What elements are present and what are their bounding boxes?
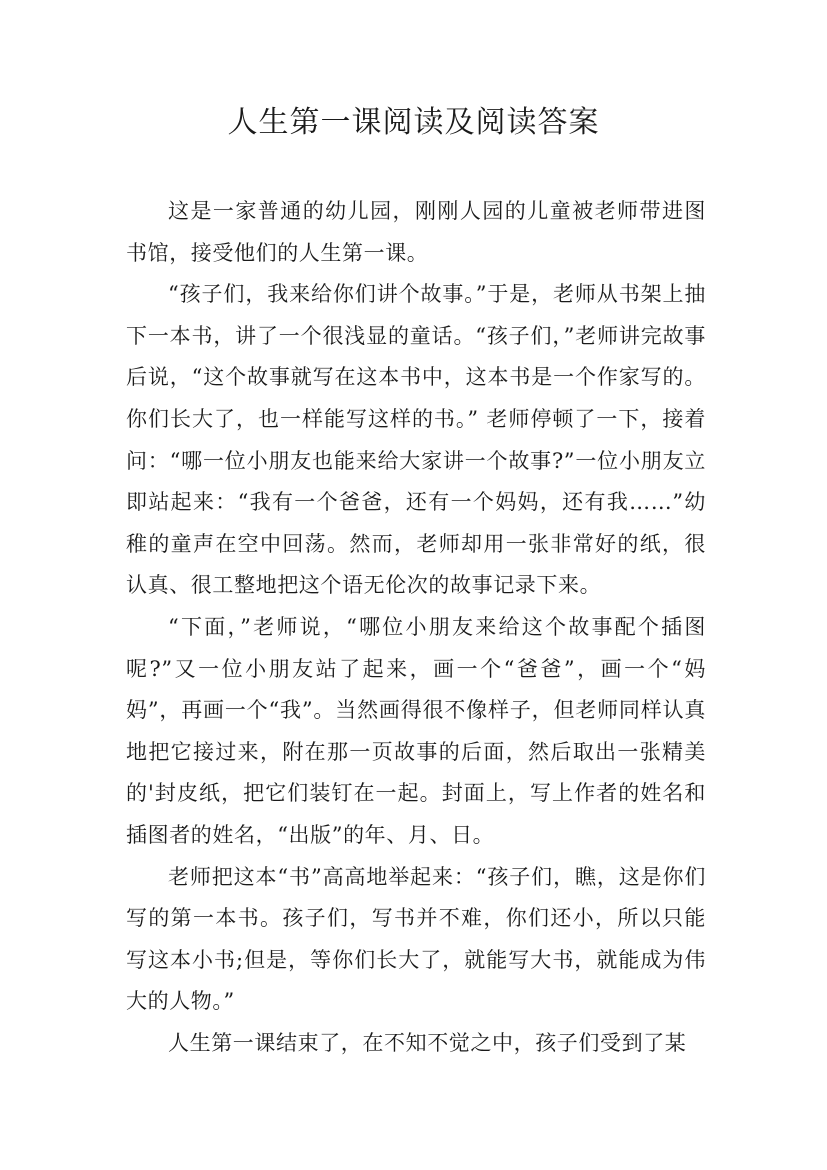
paragraph: 老师把这本“书”高高地举起来：“孩子们，瞧，这是你们写的第一本书。孩子们，写书并不难，你们还小，所以只能写这本小书;但是，等你们长大了，就能写大书，就能成为伟大的人物。” [126,864,706,1014]
paragraph: 人生第一课结束了，在不知不觉之中，孩子们受到了某 [168,1030,687,1055]
document-body [126,191,706,1064]
paragraph: 这是一家普通的幼儿园，刚刚人园的儿童被老师带进图书馆，接受他们的人生第一课。 [126,199,706,265]
paragraph: “孩子们，我来给你们讲个故事。”于是，老师从书架上抽下一本书，讲了一个很浅显的童话。“孩子们，”老师讲完故事后说，“这个故事就写在这本书中，这本书是一个作家写的。你们长大了，也一样能写这样的书。” 老师停顿了一下，接着问：“哪一位小朋友也能来给大家讲一个故事?”一位小朋友立即站起来：“我有一个爸爸，还有一个妈妈，还有我……”幼稚的童声在空中回荡。然而，老师却用一张非常好的纸，很认真、很工整地把这个语无伦次的故事记录下来。 [126,282,706,598]
paragraph: “下面，”老师说，“哪位小朋友来给这个故事配个插图呢?”又一位小朋友站了起来，画一个“爸爸”，画一个“妈妈”，再画一个“我”。当然画得很不像样子，但老师同样认真地把它接过来，附在那一页故事的后面，然后取出一张精美的'封皮纸，把它们装钉在一起。封面上，写上作者的姓名和插图者的姓名，“出版”的年、月、日。 [126,614,706,847]
document-title: 人生第一课阅读及阅读答案 [227,105,600,140]
